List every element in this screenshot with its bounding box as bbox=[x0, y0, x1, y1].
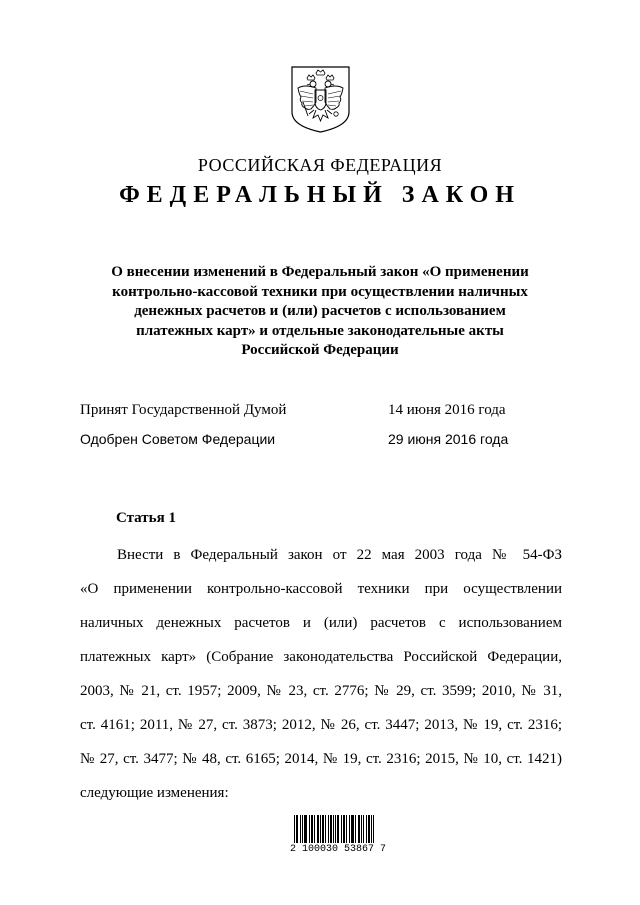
law-title-line: О внесении изменений в Федеральный закон «О применении bbox=[111, 264, 529, 280]
barcode-bar bbox=[341, 815, 342, 843]
barcode-bar bbox=[305, 815, 306, 843]
article-heading: Статья 1 bbox=[116, 510, 176, 526]
barcode-bar bbox=[369, 815, 370, 843]
article-line: 2003, № 21, ст. 1957; 2009, № 23, ст. 2776; № 29, ст. 3599; 2010, № 31, bbox=[80, 683, 562, 699]
barcode-bar bbox=[371, 815, 372, 843]
barcode-number: 2 100030 53867 7 bbox=[290, 844, 387, 855]
law-title-line: Российской Федерации bbox=[241, 342, 399, 358]
barcode-icon bbox=[290, 815, 380, 865]
barcode-bar bbox=[363, 815, 364, 843]
barcode-bar bbox=[297, 815, 298, 843]
country-name: РОССИЙСКАЯ ФЕДЕРАЦИЯ bbox=[197, 155, 443, 175]
council-approval-date: 29 июня 2016 года bbox=[388, 431, 509, 447]
barcode-bar bbox=[330, 815, 331, 843]
barcode-bar bbox=[323, 815, 324, 843]
barcode-bar bbox=[353, 815, 354, 843]
barcode-bar bbox=[352, 815, 353, 843]
barcode-bar bbox=[331, 815, 332, 843]
barcode-bar bbox=[312, 815, 313, 843]
barcode-bar bbox=[317, 815, 318, 843]
barcode-bar bbox=[349, 815, 350, 843]
coat-of-arms-icon bbox=[289, 64, 352, 134]
barcode-bar bbox=[322, 815, 323, 843]
law-title-line: контрольно-кассовой техники при осуществлении наличных bbox=[112, 283, 528, 300]
barcode-bar bbox=[361, 815, 362, 843]
barcode-bar bbox=[338, 815, 339, 843]
barcode-bar bbox=[358, 815, 359, 843]
barcode-bar bbox=[355, 815, 356, 843]
article-line: ст. 4161; 2011, № 27, ст. 3873; 2012, № 26, ст. 3447; 2013, № 19, ст. 2316; bbox=[80, 717, 562, 733]
barcode-bar bbox=[337, 815, 338, 843]
duma-adoption-label: Принят Государственной Думой bbox=[80, 402, 287, 418]
barcode-bar bbox=[328, 815, 329, 843]
law-title-line: платежных карт» и отдельные законодательные акты bbox=[136, 322, 504, 339]
barcode-bar bbox=[294, 815, 295, 843]
duma-adoption-date: 14 июня 2016 года bbox=[388, 402, 506, 418]
barcode-bar bbox=[333, 815, 334, 843]
barcode-bar bbox=[309, 815, 310, 843]
barcode-bar bbox=[368, 815, 369, 843]
law-title-line: денежных расчетов и (или) расчетов с использованием bbox=[134, 303, 506, 319]
barcode-bar bbox=[296, 815, 297, 843]
article-body bbox=[80, 538, 562, 810]
barcode-bar bbox=[320, 815, 321, 843]
barcode-bar bbox=[306, 815, 307, 843]
article-line: № 27, ст. 3477; № 48, ст. 6165; 2014, № 19, ст. 2316; 2015, № 10, ст. 1421) bbox=[80, 751, 562, 767]
barcode-bar bbox=[343, 815, 344, 843]
article-line: следующие изменения: bbox=[80, 785, 229, 801]
barcode-bar bbox=[304, 815, 305, 843]
barcode-bar bbox=[314, 815, 315, 843]
barcode-bar bbox=[366, 815, 367, 843]
article-line: «О применении контрольно-кассовой техники при осуществлении bbox=[80, 581, 562, 597]
barcode-bar bbox=[344, 815, 345, 843]
barcode-bar bbox=[359, 815, 360, 843]
barcode-bar bbox=[311, 815, 312, 843]
barcode-bar bbox=[346, 815, 347, 843]
article-line: платежных карт» (Собрание законодательства Российской Федерации, bbox=[80, 649, 562, 665]
barcode-bar bbox=[302, 815, 303, 843]
document-type: ФЕДЕРАЛЬНЫЙ ЗАКОН bbox=[119, 182, 521, 208]
barcode-bar bbox=[300, 815, 301, 843]
law-title bbox=[105, 263, 535, 361]
barcode-bar bbox=[335, 815, 336, 843]
barcode-bar bbox=[318, 815, 319, 843]
article-line: Внести в Федеральный закон от 22 мая 2003 года № 54-ФЗ bbox=[117, 547, 562, 563]
council-approval-label: Одобрен Советом Федерации bbox=[80, 431, 276, 447]
barcode-bar bbox=[325, 815, 326, 843]
barcode-bar bbox=[351, 815, 352, 843]
barcode-bar bbox=[373, 815, 374, 843]
article-line: наличных денежных расчетов и (или) расчетов с использованием bbox=[80, 615, 562, 631]
